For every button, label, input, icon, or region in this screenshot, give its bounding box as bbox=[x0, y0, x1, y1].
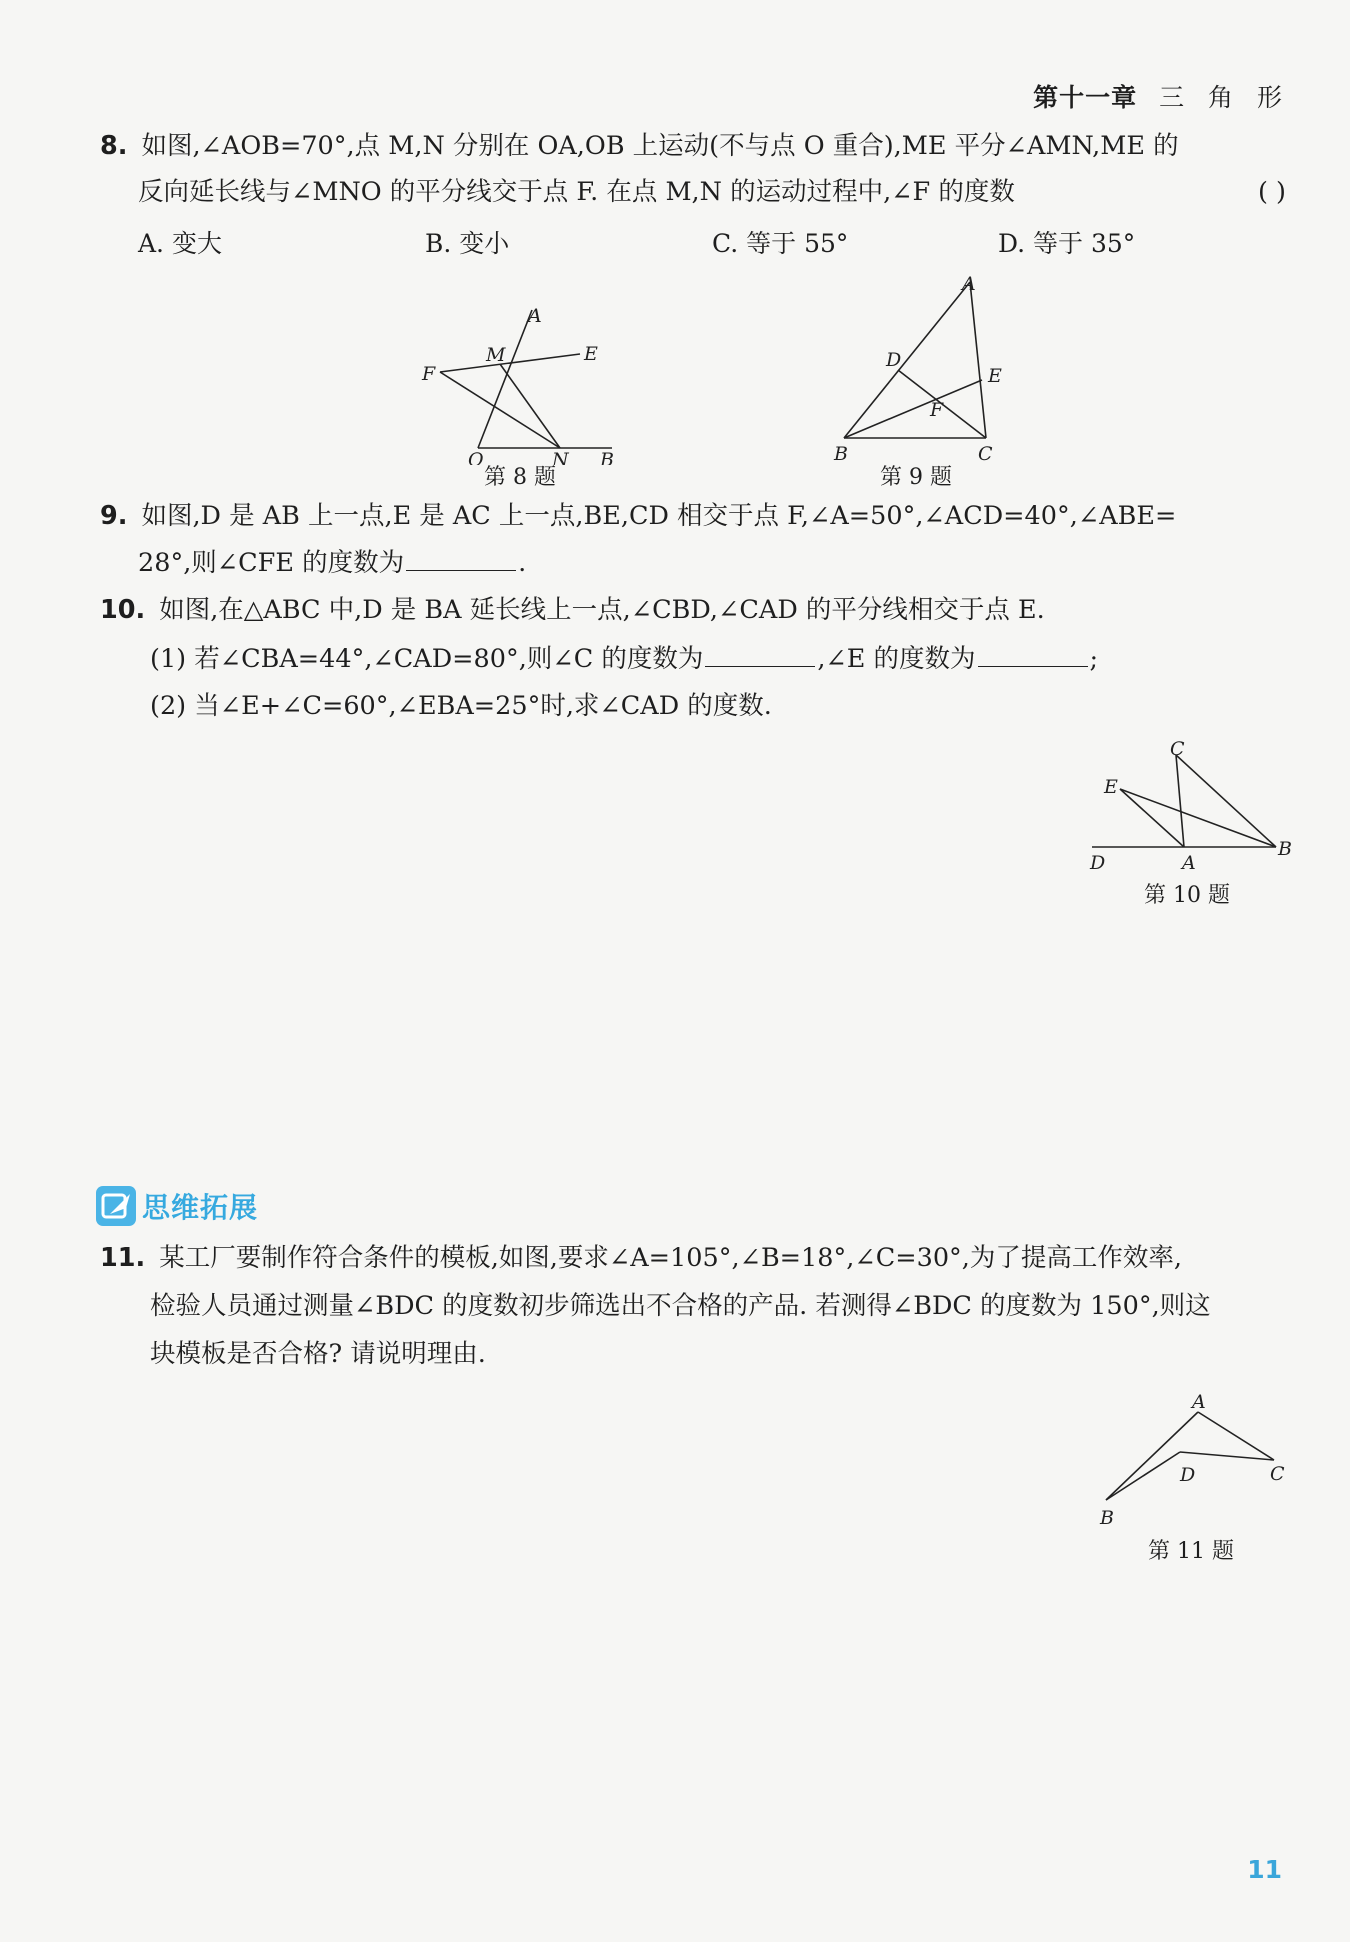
side-ac bbox=[1198, 1412, 1274, 1460]
chapter-header bbox=[1033, 78, 1290, 114]
q9-line2 bbox=[138, 544, 526, 581]
q8-option-d: D. 等于 35° bbox=[998, 229, 1136, 258]
figure-8 bbox=[420, 300, 640, 465]
fig11-caption: 第 11 题 bbox=[1148, 1539, 1234, 1564]
fig11-label-b: B bbox=[1100, 1507, 1114, 1529]
fig8-caption: 第 8 题 bbox=[484, 465, 556, 490]
q11-line2 bbox=[150, 1288, 1211, 1324]
segment-be bbox=[844, 380, 982, 438]
fig9-label-f: F bbox=[930, 399, 944, 421]
chapter-number: 第十一章 bbox=[1033, 83, 1138, 112]
q11-line3 bbox=[150, 1336, 486, 1372]
fig10-label-d: D bbox=[1090, 852, 1106, 874]
q11-text3: 块模板是否合格? 请说明理由. bbox=[150, 1339, 486, 1369]
fig8-label-n: N bbox=[552, 449, 569, 465]
q11-text2: 检验人员通过测量∠BDC 的度数初步筛选出不合格的产品. 若测得∠BDC 的度数为 150°,则这 bbox=[150, 1291, 1211, 1321]
q9-text2a: 28°,则∠CFE 的度数为 bbox=[138, 548, 405, 578]
line-fe bbox=[440, 354, 580, 372]
q8-option-b: B. 变小 bbox=[425, 229, 510, 258]
q9-text1: 如图,D 是 AB 上一点,E 是 AC 上一点,BE,CD 相交于点 F,∠A=50°,∠ACD=40°,∠ABE= bbox=[141, 501, 1177, 531]
q10-part1-c: ; bbox=[1089, 644, 1099, 674]
segment-ac bbox=[1176, 755, 1184, 847]
fig8-label-b: B bbox=[600, 449, 614, 465]
q8-number: 8. bbox=[100, 131, 128, 161]
fig10-label-b: B bbox=[1278, 838, 1292, 860]
fig9-caption: 第 9 题 bbox=[880, 465, 952, 490]
fig8-label-m: M bbox=[486, 344, 506, 366]
q11-number: 11. bbox=[100, 1243, 146, 1273]
fig11-label-c: C bbox=[1270, 1463, 1285, 1485]
fig10-label-a: A bbox=[1182, 852, 1196, 874]
q10-part2-text: (2) 当∠E+∠C=60°,∠EBA=25°时,求∠CAD 的度数. bbox=[150, 691, 772, 721]
fig9-label-e: E bbox=[988, 365, 1002, 387]
q10-part1-b: ,∠E 的度数为 bbox=[817, 644, 976, 674]
side-ab bbox=[844, 282, 970, 438]
thinking-icon bbox=[96, 1186, 136, 1226]
section-header bbox=[96, 1186, 258, 1226]
q10-part2 bbox=[150, 688, 772, 724]
q8-line1 bbox=[100, 128, 1179, 164]
figure-11 bbox=[1090, 1380, 1300, 1530]
fig11-label-a: A bbox=[1192, 1391, 1206, 1413]
q10-line1 bbox=[100, 592, 1045, 628]
q10-blank-c[interactable] bbox=[705, 640, 815, 667]
figure-9 bbox=[830, 270, 1010, 465]
q9-number: 9. bbox=[100, 501, 128, 531]
fig9-label-b: B bbox=[834, 443, 848, 465]
fig11-label-d: D bbox=[1180, 1464, 1196, 1486]
line-mn bbox=[500, 364, 560, 448]
fig10-label-c: C bbox=[1170, 738, 1185, 760]
q9-text2b: . bbox=[518, 548, 527, 578]
q10-part1 bbox=[150, 640, 1098, 677]
side-ba bbox=[1106, 1412, 1198, 1500]
chapter-subject: 三 角 形 bbox=[1159, 83, 1290, 112]
q10-part1-a: (1) 若∠CBA=44°,∠CAD=80°,则∠C 的度数为 bbox=[150, 644, 704, 674]
q8-line2 bbox=[138, 174, 1015, 210]
q8-option-c: C. 等于 55° bbox=[712, 229, 849, 258]
segment-bd bbox=[1106, 1452, 1180, 1500]
fig10-label-e: E bbox=[1104, 776, 1118, 798]
ray-oa bbox=[478, 310, 532, 448]
section-title: 思维拓展 bbox=[142, 1191, 259, 1224]
q10-number: 10. bbox=[100, 595, 146, 625]
q8-answer-paren: ( ) bbox=[1257, 177, 1286, 207]
q10-blank-e[interactable] bbox=[978, 640, 1088, 667]
q11-text1: 某工厂要制作符合条件的模板,如图,要求∠A=105°,∠B=18°,∠C=30°,为了提高工作效率, bbox=[159, 1243, 1183, 1273]
q9-line1 bbox=[100, 498, 1176, 534]
q9-answer-blank[interactable] bbox=[406, 544, 516, 571]
segment-dc bbox=[1180, 1452, 1274, 1460]
side-ac bbox=[970, 282, 986, 438]
fig9-label-c: C bbox=[978, 443, 993, 465]
page-number: 11 bbox=[1247, 1855, 1282, 1884]
q8-text2: 反向延长线与∠MNO 的平分线交于点 F. 在点 M,N 的运动过程中,∠F 的度数 bbox=[138, 177, 1015, 207]
segment-cb bbox=[1176, 755, 1276, 847]
segment-eb bbox=[1120, 789, 1276, 847]
q10-text1: 如图,在△ABC 中,D 是 BA 延长线上一点,∠CBD,∠CAD 的平分线相交于点 E. bbox=[159, 595, 1045, 625]
fig8-label-e: E bbox=[584, 343, 598, 365]
segment-ea bbox=[1120, 789, 1184, 847]
figure-10 bbox=[1080, 735, 1300, 875]
fig10-caption: 第 10 题 bbox=[1144, 883, 1230, 908]
q11-line1 bbox=[100, 1240, 1182, 1276]
q8-option-a: A. 变大 bbox=[138, 229, 222, 258]
q8-text1: 如图,∠AOB=70°,点 M,N 分别在 OA,OB 上运动(不与点 O 重合),ME 平分∠AMN,ME 的 bbox=[141, 131, 1179, 161]
line-fn bbox=[440, 372, 560, 448]
fig9-label-d: D bbox=[886, 349, 902, 371]
fig8-label-o: O bbox=[468, 449, 484, 465]
fig8-label-a: A bbox=[528, 305, 542, 327]
fig8-label-f: F bbox=[422, 363, 436, 385]
fig9-label-a: A bbox=[962, 273, 976, 295]
